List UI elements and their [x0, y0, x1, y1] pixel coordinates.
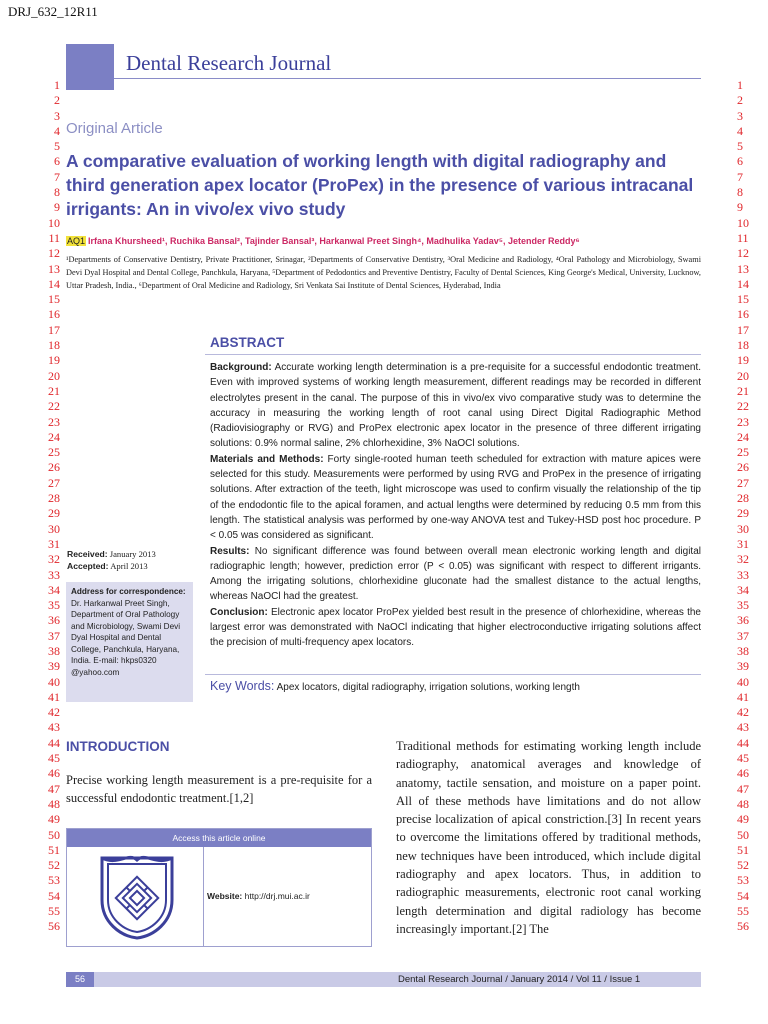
abstract-body — [210, 360, 701, 651]
line-number: 3 — [54, 108, 60, 123]
received-label: Received: — [67, 549, 108, 559]
line-number: 37 — [737, 628, 749, 643]
line-number: 39 — [48, 659, 60, 674]
line-number: 43 — [737, 720, 749, 735]
journal-title: Dental Research Journal — [126, 51, 332, 75]
accepted-date: April 2013 — [108, 560, 148, 571]
line-number: 40 — [737, 674, 749, 689]
correspondence-address: Dr. Harkanwal Preet Singh, Department of Oral Pathology and Microbiology, Swami Devi Dyal Hospital and Dental College, Panchkula, Haryana, India. E-mail: hkps0320 @yahoo.com — [71, 598, 181, 677]
line-number: 32 — [737, 552, 749, 567]
line-number: 47 — [737, 781, 749, 796]
line-number: 54 — [737, 888, 749, 903]
page-number: 56 — [66, 972, 94, 987]
line-number: 17 — [48, 322, 60, 337]
authors-text: Irfana Khursheed¹, Ruchika Bansal², Tajinder Bansal³, Harkanwal Preet Singh⁴, Madhulika Yadav⁵, Jetender Reddy⁶ — [88, 236, 580, 246]
received-date: January 2013 — [107, 549, 156, 559]
line-number: 2 — [54, 93, 60, 108]
line-number: 46 — [48, 766, 60, 781]
line-number: 50 — [737, 827, 749, 842]
line-number: 1 — [737, 78, 743, 92]
line-number: 8 — [54, 185, 60, 200]
background-label: Background: — [210, 362, 272, 373]
line-number: 56 — [48, 919, 60, 934]
line-number: 12 — [737, 246, 749, 261]
conclusion-label: Conclusion: — [210, 606, 268, 618]
line-number: 5 — [737, 139, 743, 154]
line-number: 54 — [48, 888, 60, 903]
line-number: 36 — [737, 613, 749, 628]
author-query-tag[interactable]: AQ1 — [67, 236, 86, 246]
line-number: 5 — [54, 139, 60, 154]
line-number: 12 — [48, 246, 60, 261]
line-number: 14 — [737, 276, 749, 291]
line-number: 27 — [48, 475, 60, 490]
accepted-label: Accepted: — [67, 560, 109, 571]
website-line — [207, 891, 310, 901]
line-number: 40 — [48, 674, 60, 689]
received-line — [67, 549, 156, 561]
line-number: 20 — [737, 368, 749, 383]
methods-text: Forty single-rooted human teeth scheduled for extraction with mature apices were selected for this study. Measurements were performed by using RVG and ProPex in the presence of irrigating solutions. After extraction of the teeth, light microscope was used to confirm visually the relationship of the tip of the endodontic file to the apical foramen, and actual lengths were determined by reducing 0.5 mm from this length. The statistical analysis was performed by one-way ANOVA test and Tukey-HSD post hoc procedure. P < 0.05 was considered as significant. — [210, 453, 701, 542]
line-number: 19 — [737, 353, 749, 368]
line-number: 42 — [48, 705, 60, 720]
keywords — [210, 679, 700, 695]
line-number: 17 — [737, 322, 749, 337]
line-number: 10 — [48, 215, 60, 230]
abstract-rule — [205, 354, 701, 355]
right-column-text: Traditional methods for estimating working length include radiography, anatomical averages and knowledge of anatomy, tactile sensation, and moisture on a paper point. All of these methods have limitations and do not allow precise localization of apical constriction.[3] In recent years to overcome the limitations offered by traditional methods, new techniques have been introduced, which include digital radiography and apex locators. Thus, in addition to radiographic measurements, electronic root canal working length determination and digital radiology has become increasingly important.[2] The — [396, 739, 701, 936]
results-label: Results: — [210, 545, 250, 557]
line-number: 1 — [54, 78, 60, 92]
line-number: 18 — [737, 338, 749, 353]
line-number: 25 — [737, 445, 749, 460]
manuscript-id: DRJ_632_12R11 — [8, 4, 98, 19]
keywords-label: Key Words: — [210, 679, 275, 693]
line-number: 39 — [737, 659, 749, 674]
line-number: 11 — [48, 230, 60, 245]
line-number: 52 — [737, 858, 749, 873]
line-number: 9 — [737, 200, 743, 215]
line-number: 24 — [48, 429, 60, 444]
line-number: 33 — [737, 567, 749, 582]
line-number: 22 — [48, 399, 60, 414]
line-number: 29 — [48, 506, 60, 521]
line-number: 43 — [48, 720, 60, 735]
line-number: 30 — [48, 521, 60, 536]
line-number: 51 — [737, 842, 749, 857]
accepted-line — [67, 561, 156, 573]
correspondence-label: Address for correspondence: — [71, 587, 186, 596]
journal-logo-bar — [66, 44, 114, 90]
line-number: 33 — [48, 567, 60, 582]
line-number: 16 — [48, 307, 60, 322]
line-number: 45 — [737, 751, 749, 766]
line-number: 31 — [48, 536, 60, 551]
line-numbers-right — [737, 78, 767, 935]
line-number: 28 — [737, 491, 749, 506]
line-number: 38 — [48, 643, 60, 658]
line-number: 35 — [737, 598, 749, 613]
correspondence-text — [71, 586, 193, 678]
header-rule — [114, 78, 701, 79]
line-number: 44 — [48, 735, 60, 750]
conclusion-text: Electronic apex locator ProPex yielded best result in the presence of chlorhexidine, whereas the largest error was demonstrated with NaOCl indicating that higher electroconductive irrigating solutions affect the precision of multi-frequency apex locators. — [210, 606, 701, 649]
line-number: 23 — [737, 414, 749, 429]
line-number: 23 — [48, 414, 60, 429]
methods-label: Materials and Methods: — [210, 453, 324, 465]
website-link[interactable]: http://drj.mui.ac.ir — [242, 891, 310, 901]
line-number: 13 — [737, 261, 749, 276]
line-number: 44 — [737, 735, 749, 750]
introduction-heading: INTRODUCTION — [66, 739, 170, 754]
line-number: 24 — [737, 429, 749, 444]
line-number: 36 — [48, 613, 60, 628]
line-number: 47 — [48, 781, 60, 796]
line-number: 10 — [737, 215, 749, 230]
line-number: 53 — [48, 873, 60, 888]
line-number: 52 — [48, 858, 60, 873]
affiliations: ¹Departments of Conservative Dentistry, Private Practitioner, Srinagar, ²Departments of Conservative Dentistry, ³Oral Medicine and Radiology, ⁴Oral Pathology and Microbiology, Swami Devi Dyal Hospital and Dental College, Panchkula, Haryana, ⁵Department of Pedodontics and Preventive Dentistry, Faculty of Dental Sciences, King George's Medical, University, Lucknow, Uttar Pradesh, India., ⁶Department of Oral Medicine and Radiology, Sri Venkata Sai Institute of Dental Sciences, Hyderabad, India — [66, 255, 701, 290]
line-number: 48 — [737, 796, 749, 811]
line-number: 4 — [737, 123, 743, 138]
article-type: Original Article — [66, 120, 163, 137]
access-box-divider — [203, 847, 204, 947]
line-number: 27 — [737, 475, 749, 490]
line-number: 55 — [48, 904, 60, 919]
line-number: 6 — [54, 154, 60, 169]
line-number: 38 — [737, 643, 749, 658]
line-number: 41 — [737, 689, 749, 704]
line-number: 7 — [737, 169, 743, 184]
line-number: 49 — [737, 812, 749, 827]
introduction-paragraph: Precise working length measurement is a pre-requisite for a successful endodontic treatment.[1,2] — [66, 773, 372, 805]
line-number: 41 — [48, 689, 60, 704]
line-number: 13 — [48, 261, 60, 276]
line-number: 46 — [737, 766, 749, 781]
access-online-heading: Access this article online — [67, 829, 371, 847]
website-label: Website: — [207, 891, 243, 901]
line-number: 22 — [737, 399, 749, 414]
footer-citation: Dental Research Journal / January 2014 / Vol 11 / Issue 1 — [398, 974, 641, 985]
line-number: 48 — [48, 796, 60, 811]
line-number: 3 — [737, 108, 743, 123]
line-number: 26 — [737, 460, 749, 475]
article-title: A comparative evaluation of working length with digital radiography and third generation apex locator (ProPex) in the presence of various intracanal irrigants: An in vivo/ex vivo study — [66, 151, 694, 219]
line-number: 15 — [48, 292, 60, 307]
abstract-results — [210, 544, 701, 605]
results-text: No significant difference was found between overall mean electronic working length and digital radiographic length; however, prediction error (P < 0.05) was significant with respect to different irrigants. Among the irrigating solutions, chlorhexidine gluconate had the smallest distance to the actual lengths, whereas NaOCl had the greatest. — [210, 545, 701, 603]
line-number: 34 — [737, 582, 749, 597]
line-number: 21 — [48, 383, 60, 398]
line-number: 19 — [48, 353, 60, 368]
line-numbers-left — [30, 78, 60, 935]
line-number: 51 — [48, 842, 60, 857]
keywords-rule — [205, 674, 701, 675]
abstract-heading: ABSTRACT — [210, 335, 285, 350]
line-number: 8 — [737, 185, 743, 200]
line-number: 4 — [54, 123, 60, 138]
abstract-background — [210, 360, 701, 452]
line-number: 42 — [737, 705, 749, 720]
line-number: 35 — [48, 598, 60, 613]
keywords-text: Apex locators, digital radiography, irrigation solutions, working length — [274, 682, 580, 693]
line-number: 53 — [737, 873, 749, 888]
line-number: 34 — [48, 582, 60, 597]
dates — [67, 549, 156, 572]
abstract-methods — [210, 452, 701, 544]
line-number: 29 — [737, 506, 749, 521]
line-number: 28 — [48, 491, 60, 506]
line-number: 6 — [737, 154, 743, 169]
journal-logo-icon — [98, 852, 176, 940]
line-number: 16 — [737, 307, 749, 322]
line-number: 11 — [737, 230, 749, 245]
line-number: 55 — [737, 904, 749, 919]
line-number: 50 — [48, 827, 60, 842]
abstract-conclusion — [210, 605, 701, 651]
line-number: 15 — [737, 292, 749, 307]
line-number: 21 — [737, 383, 749, 398]
line-number: 18 — [48, 338, 60, 353]
line-number: 56 — [737, 919, 749, 934]
line-number: 9 — [54, 200, 60, 215]
line-number: 31 — [737, 536, 749, 551]
line-number: 20 — [48, 368, 60, 383]
author-list — [66, 236, 706, 246]
line-number: 14 — [48, 276, 60, 291]
background-text: Accurate working length determination is a pre-requisite for a successful endodontic treatment. Even with improved systems of working length measurement, different readings may be recorded in different electrolytes present in the canal. The purpose of this in vivo/ex vivo comparative study was to determine the accuracy in measuring the working length of root canal using Direct Digital Radiographic Method (Radiovisiography or RVG) and ProPex electronic apex locator in the presence of three different irrigating solutions: 0.9% normal saline, 2% chlorhexidine, 3% NaOCl solutions. — [210, 362, 701, 450]
line-number: 25 — [48, 445, 60, 460]
line-number: 7 — [54, 169, 60, 184]
line-number: 45 — [48, 751, 60, 766]
line-number: 49 — [48, 812, 60, 827]
line-number: 26 — [48, 460, 60, 475]
line-number: 32 — [48, 552, 60, 567]
line-number: 37 — [48, 628, 60, 643]
line-number: 30 — [737, 521, 749, 536]
line-number: 2 — [737, 93, 743, 108]
